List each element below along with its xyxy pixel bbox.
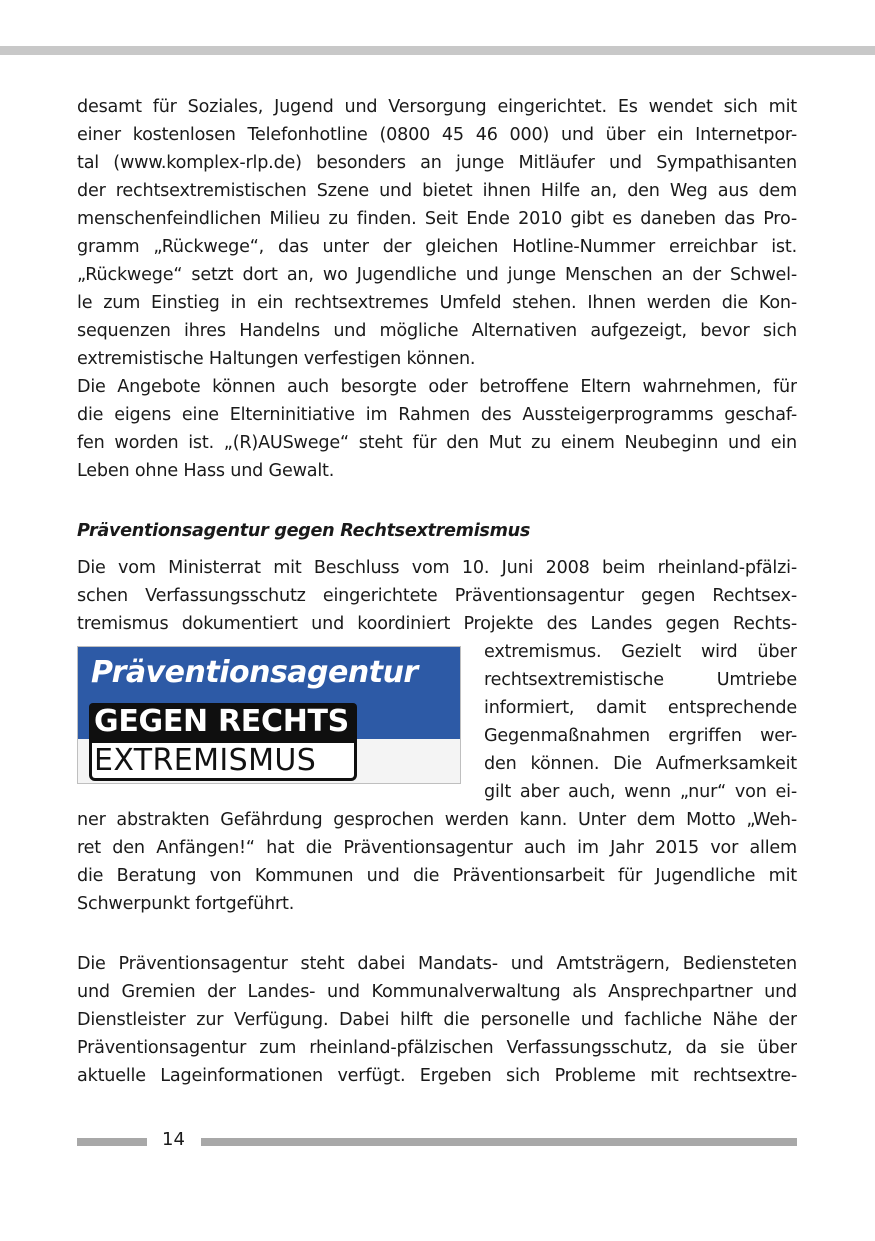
text-line: „Rückwege“ setzt dort an, wo Jugendliche und junge Menschen an der Schwel- [77,265,797,285]
text-line: gilt aber auch, wenn „nur“ von ei- [484,782,797,802]
text-line: einer kostenlosen Telefonhotline (0800 45 46 000) und über ein Internetpor- [77,125,797,145]
text-line: gramm „Rückwege“, das unter der gleichen Hotline-Nummer erreichbar ist. [77,237,797,257]
text-line: sequenzen ihres Handelns und mögliche Alternativen aufgezeigt, bevor sich [77,321,797,341]
text-line: extremismus. Gezielt wird über [484,642,797,662]
text-line: ret den Anfängen!“ hat die Präventionsagentur auch im Jahr 2015 vor allem [77,838,797,858]
text-line: menschenfeindlichen Milieu zu finden. Seit Ende 2010 gibt es daneben das Pro- [77,209,797,229]
text-line: fen worden ist. „(R)AUSwege“ steht für den Mut zu einem Neubeginn und ein [77,433,797,453]
text-line: desamt für Soziales, Jugend und Versorgung eingerichtet. Es wendet sich mit [77,97,797,117]
text-line: Die Angebote können auch besorgte oder betroffene Eltern wahrnehmen, für [77,377,797,397]
text-line: rechtsextremistische Umtriebe [484,670,797,690]
paragraph-2 [77,554,797,918]
logo-line-1: GEGEN RECHTS [94,704,349,739]
text-line: Präventionsagentur zum rheinland-pfälzischen Verfassungsschutz, da sie über [77,1038,797,1058]
footer-bar-left [77,1138,147,1146]
text-line: Die vom Ministerrat mit Beschluss vom 10. Juni 2008 beim rheinland-pfälzi- [77,558,797,578]
page-body [77,93,797,1090]
paragraph-1 [77,93,797,485]
logo-wordmark: Präventionsagentur [91,655,418,690]
text-line: aktuelle Lageinformationen verfügt. Ergeben sich Probleme mit rechtsextre- [77,1066,797,1086]
text-line: ner abstrakten Gefährdung gesprochen werden kann. Unter dem Motto „Weh- [77,810,797,830]
text-line: extremistische Haltungen verfestigen können. [77,349,476,369]
footer-bar-right [201,1138,797,1146]
text-line: tremismus dokumentiert und koordiniert Projekte des Landes gegen Rechts- [77,614,797,634]
text-line: Gegenmaßnahmen ergriffen wer- [484,726,797,746]
logo-line-2: EXTREMISMUS [94,743,317,778]
paragraph-3 [77,950,797,1090]
text-line: die eigens eine Elterninitiative im Rahmen des Aussteigerprogramms geschaf- [77,405,797,425]
praeventionsagentur-logo [77,646,461,784]
text-line: und Gremien der Landes- und Kommunalverwaltung als Ansprechpartner und [77,982,797,1002]
text-line: der rechtsextremistischen Szene und bietet ihnen Hilfe an, den Weg aus dem [77,181,797,201]
section-heading: Präventionsagentur gegen Rechtsextremismus [77,521,531,541]
page-number: 14 [162,1129,185,1150]
text-line: Leben ohne Hass und Gewalt. [77,461,335,481]
text-line: schen Verfassungsschutz eingerichtete Präventionsagentur gegen Rechtsex- [77,586,797,606]
text-line: den können. Die Aufmerksamkeit [484,754,797,774]
text-line: tal (www.komplex-rlp.de) besonders an junge Mitläufer und Sympathisanten [77,153,797,173]
text-line: Die Präventionsagentur steht dabei Mandats- und Amtsträgern, Bediensteten [77,954,797,974]
text-line: die Beratung von Kommunen und die Präventionsarbeit für Jugendliche mit [77,866,797,886]
text-line: Dienstleister zur Verfügung. Dabei hilft die personelle und fachliche Nähe der [77,1010,797,1030]
text-line: informiert, damit entsprechende [484,698,797,718]
text-line: Schwerpunkt fortgeführt. [77,894,295,914]
text-line: le zum Einstieg in ein rechtsextremes Umfeld stehen. Ihnen werden die Kon- [77,293,797,313]
top-rule [0,46,875,55]
